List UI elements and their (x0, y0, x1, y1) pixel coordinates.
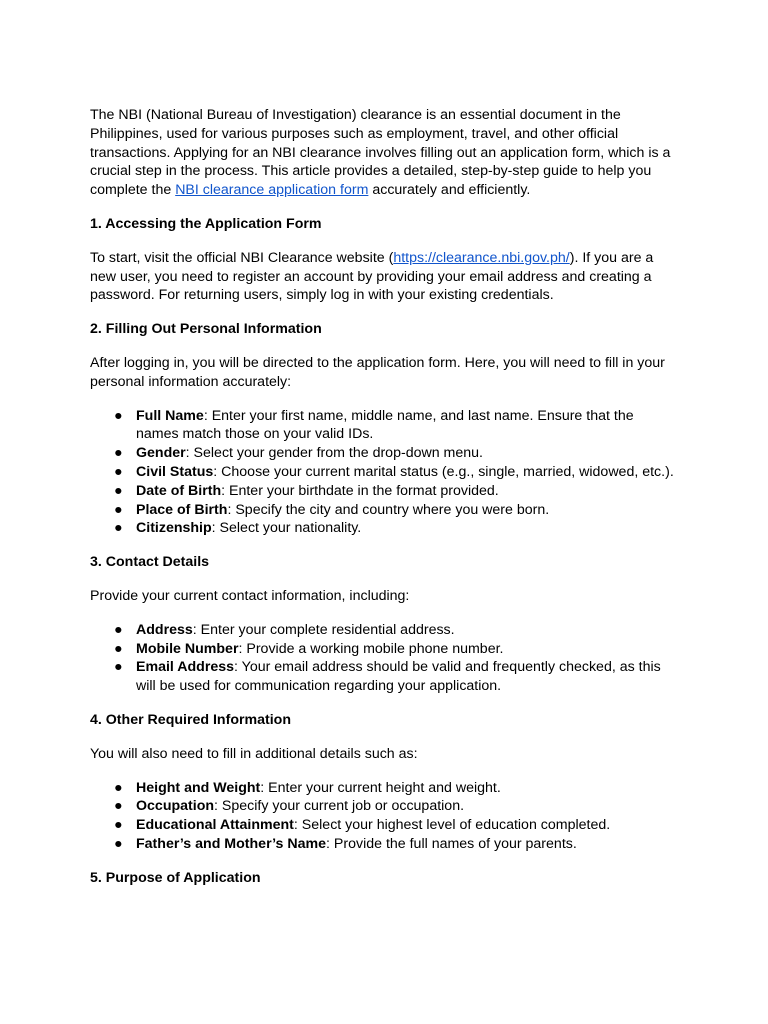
list-item-term: Mobile Number (136, 640, 239, 657)
nbi-website-link[interactable]: https://clearance.nbi.gov.ph/ (393, 249, 570, 266)
list-item-text: : Enter your current height and weight. (260, 779, 501, 796)
list-item (90, 816, 678, 835)
section-1-text-before-link: To start, visit the official NBI Clearance website ( (90, 249, 394, 266)
list-item-text: : Provide the full names of your parents. (326, 835, 577, 852)
list-item-text: : Your email address should be valid and frequently checked, as this will be used for communication regarding your application. (136, 659, 661, 695)
section-3-heading: 3. Contact Details (90, 554, 210, 571)
list-item-text: : Provide a working mobile phone number. (238, 640, 504, 657)
section-1-paragraph (90, 249, 678, 305)
list-item (90, 779, 678, 798)
list-item (90, 519, 678, 538)
section-5-heading: 5. Purpose of Application (90, 869, 261, 886)
bullet-icon: ● (114, 445, 123, 462)
intro-text-before-link: The NBI (National Bureau of Investigation) clearance is an essential document in the Philippines, used for various purposes such as employment, travel, and other official transactions. Applying for an NBI clearance involves filling out an application form, which is a crucial step in the process. This article provides a detailed, step-by-step guide to help you complete the (90, 107, 671, 199)
bullet-icon: ● (114, 798, 123, 815)
list-item-term: Place of Birth (136, 501, 228, 518)
list-item-text: : Select your highest level of education completed. (293, 817, 611, 834)
application-form-link[interactable]: NBI clearance application form (175, 182, 369, 199)
section-2-heading: 2. Filling Out Personal Information (90, 321, 322, 338)
list-item-term: Civil Status (136, 463, 214, 480)
list-item (90, 407, 678, 445)
list-item-text: : Choose your current marital status (e.g., single, married, widowed, etc.). (213, 463, 674, 480)
bullet-icon: ● (114, 779, 123, 796)
list-item-text: : Enter your first name, middle name, and last name. Ensure that the names match those on your valid IDs. (136, 407, 634, 443)
section-1-heading: 1. Accessing the Application Form (90, 215, 322, 232)
list-item-term: Full Name (136, 407, 204, 424)
list-item (90, 482, 678, 501)
list-item-term: Citizenship (136, 520, 212, 537)
list-item-term: Date of Birth (136, 482, 222, 499)
list-item (90, 640, 678, 659)
bullet-icon: ● (114, 621, 123, 638)
bullet-icon: ● (114, 520, 123, 537)
bullet-icon: ● (114, 835, 123, 852)
bullet-icon: ● (114, 463, 123, 480)
section-3-intro: Provide your current contact information, including: (90, 587, 410, 604)
intro-text-after-link: accurately and efficiently. (368, 182, 531, 199)
list-item (90, 463, 678, 482)
list-item-text: : Select your nationality. (211, 520, 362, 537)
section-1-text-after-link: ). If you are a new user, you need to register an account by providing your email address and creating a password. For returning users, simply log in with your existing credentials. (90, 249, 654, 304)
list-item (90, 444, 678, 463)
list-item-text: : Enter your complete residential address. (192, 621, 455, 638)
list-item-text: : Specify the city and country where you were born. (227, 501, 550, 518)
section-4-heading: 4. Other Required Information (90, 711, 292, 728)
section-2-intro: After logging in, you will be directed to the application form. Here, you will need to fill in your personal information accurately: (90, 354, 665, 390)
list-item-term: Educational Attainment (136, 817, 294, 834)
contact-details-list (90, 621, 678, 696)
list-item-term: Height and Weight (136, 779, 261, 796)
list-item-term: Father’s and Mother’s Name (136, 835, 327, 852)
bullet-icon: ● (114, 659, 123, 676)
personal-info-list (90, 407, 678, 539)
bullet-icon: ● (114, 407, 123, 424)
list-item-text: : Specify your current job or occupation. (214, 798, 465, 815)
list-item-term: Address (136, 621, 193, 638)
list-item-term: Email Address (136, 659, 235, 676)
section-4-intro: You will also need to fill in additional details such as: (90, 745, 418, 762)
list-item (90, 501, 678, 520)
list-item (90, 835, 678, 854)
list-item (90, 658, 678, 696)
list-item (90, 797, 678, 816)
list-item-term: Gender (136, 445, 186, 462)
bullet-icon: ● (114, 640, 123, 657)
bullet-icon: ● (114, 501, 123, 518)
bullet-icon: ● (114, 482, 123, 499)
list-item (90, 621, 678, 640)
other-info-list (90, 779, 678, 854)
intro-paragraph (90, 106, 678, 200)
list-item-term: Occupation (136, 798, 215, 815)
list-item-text: : Select your gender from the drop-down menu. (185, 445, 483, 462)
list-item-text: : Enter your birthdate in the format provided. (221, 482, 499, 499)
bullet-icon: ● (114, 817, 123, 834)
